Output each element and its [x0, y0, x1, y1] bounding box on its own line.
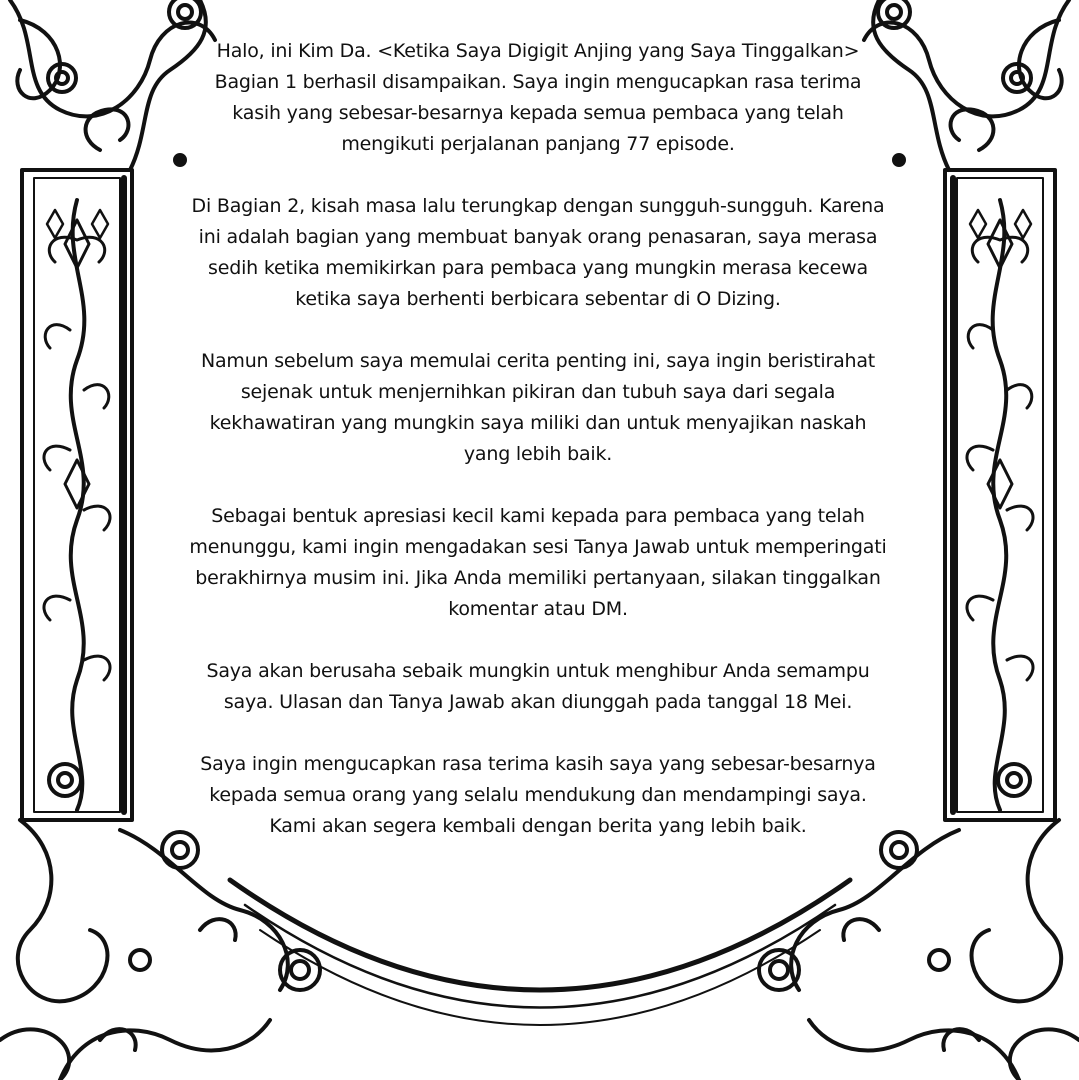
paragraph-part-two: Di Bagian 2, kisah masa lalu terungkap dengan sungguh-sungguh. Karena ini adalah bagian yang membuat banyak orang penasaran, saya merasa sedih ketika memikirkan para pembaca yang mungkin merasa kecewa ketika saya berhenti berbicara sebentar di O Dizing.: [191, 195, 885, 310]
paragraph-thanks: Saya ingin mengucapkan rasa terima kasih saya yang sebesar-besarnya kepada semua orang yang selalu mendukung dan mendampingi saya. Kami akan segera kembali dengan berita yang lebih baik.: [200, 753, 876, 837]
top-right-scrollwork: [864, 0, 1069, 170]
paragraph-review: Saya akan berusaha sebaik mungkin untuk menghibur Anda semampu saya. Ulasan dan Tanya Jawab akan diunggah pada tanggal 18 Mei.: [206, 660, 870, 713]
top-left-scrollwork: [10, 0, 215, 170]
bottom-arch: [230, 880, 850, 1025]
left-pillar: [22, 170, 132, 820]
paragraph-break: Namun sebelum saya memulai cerita penting ini, saya ingin beristirahat sejenak untuk menjernihkan pikiran dan tubuh saya dari segala kekhawatiran yang mungkin saya miliki dan untuk menyajikan naskah yang lebih baik.: [200, 350, 876, 465]
paragraph-qna: Sebagai bentuk apresiasi kecil kami kepada para pembaca yang telah menunggu, kami ingin mengadakan sesi Tanya Jawab untuk memperingati berakhirnya musim ini. Jika Anda memiliki pertanyaan, silakan tinggalkan komentar atau DM.: [189, 505, 887, 620]
paragraph-intro: Halo, ini Kim Da. <Ketika Saya Digigit Anjing yang Saya Tinggalkan> Bagian 1 berhasil disampaikan. Saya ingin mengucapkan rasa terima kasih yang sebesar-besarnya kepada semua pembaca yang telah mengikuti perjalanan panjang 77 episode.: [214, 40, 862, 155]
right-pillar: [945, 170, 1055, 820]
letter-text: [188, 36, 888, 873]
